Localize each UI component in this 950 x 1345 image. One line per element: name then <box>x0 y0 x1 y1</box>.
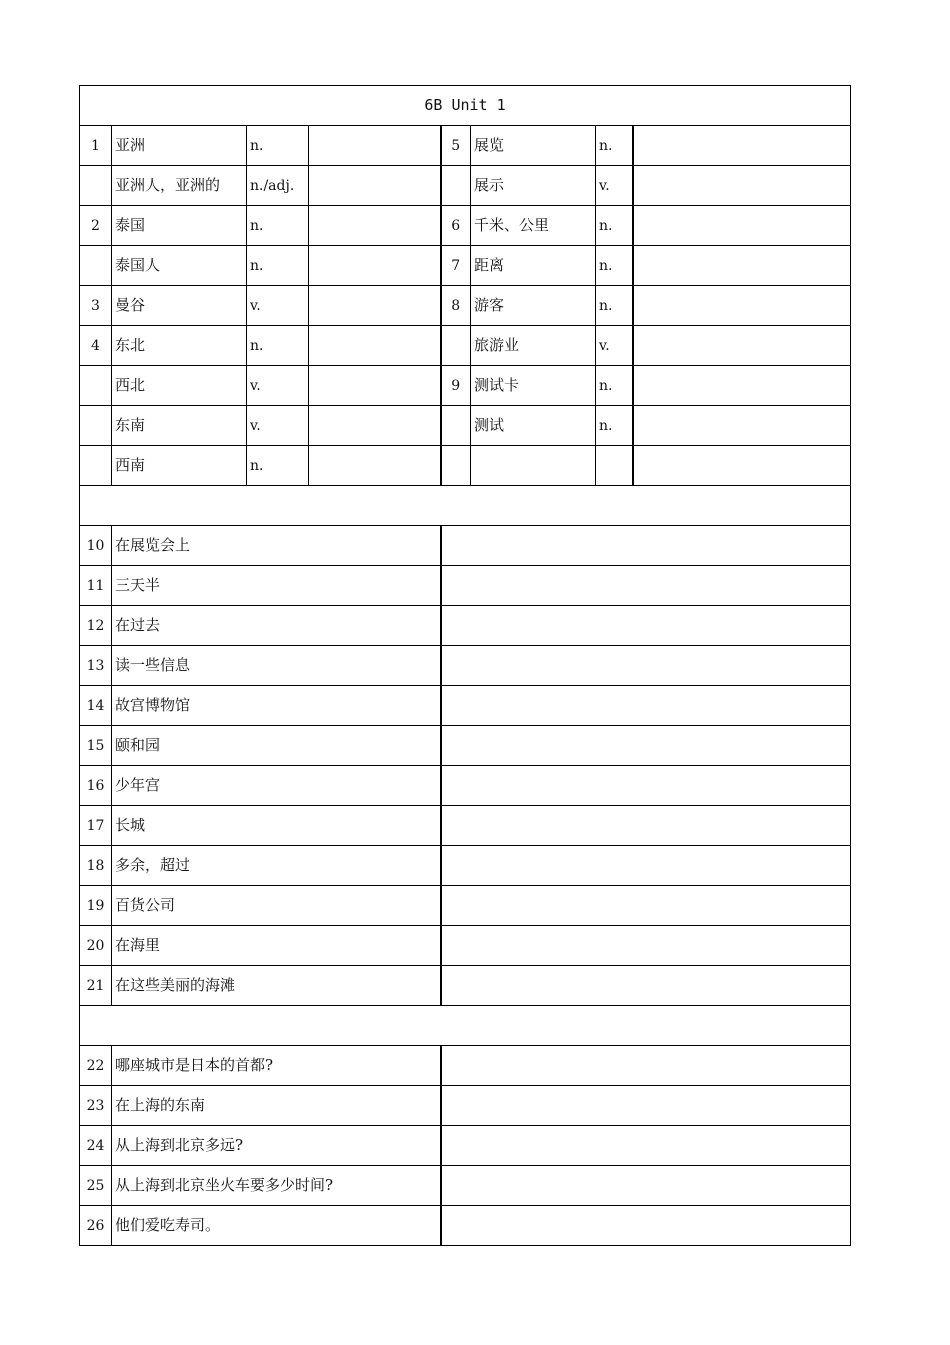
vocab-left-answer-cell[interactable] <box>309 286 441 326</box>
phrase-row <box>80 886 851 926</box>
vocab-left-number <box>80 246 112 286</box>
phrase-row-text: 在过去 <box>112 606 441 646</box>
vocab-right-number <box>441 446 471 486</box>
vocab-right-pos: n. <box>596 366 633 406</box>
vocab-right-number: 7 <box>441 246 471 286</box>
phrase-row <box>80 846 851 886</box>
vocab-left-pos: v. <box>247 366 309 406</box>
phrase-row-answer-cell[interactable] <box>441 806 851 846</box>
vocab-left-number: 4 <box>80 326 112 366</box>
vocab-left-word: 亚洲 <box>112 126 247 166</box>
vocab-right-number: 6 <box>441 206 471 246</box>
vocab-left-number: 1 <box>80 126 112 166</box>
vocab-left-answer-cell[interactable] <box>309 206 441 246</box>
vocab-right-word: 展示 <box>471 166 596 206</box>
phrase-row <box>80 926 851 966</box>
vocab-right-number: 5 <box>441 126 471 166</box>
phrase-row-text: 百货公司 <box>112 886 441 926</box>
vocab-left-number <box>80 406 112 446</box>
vocab-right-answer-cell[interactable] <box>633 326 851 366</box>
phrase-row-text: 多余，超过 <box>112 846 441 886</box>
phrase-row-answer-cell[interactable] <box>441 766 851 806</box>
vocab-left-pos: n. <box>247 206 309 246</box>
phrase-row-number: 14 <box>80 686 112 726</box>
vocab-right-pos: n. <box>596 126 633 166</box>
sentence-row-answer-cell[interactable] <box>441 1046 851 1086</box>
vocab-right-answer-cell[interactable] <box>633 406 851 446</box>
sentence-row-number: 24 <box>80 1126 112 1166</box>
phrase-row-number: 17 <box>80 806 112 846</box>
vocab-left-word: 东南 <box>112 406 247 446</box>
vocab-left-number <box>80 446 112 486</box>
sentence-row-text: 在上海的东南 <box>112 1086 441 1126</box>
phrase-row-answer-cell[interactable] <box>441 646 851 686</box>
vocab-right-number <box>441 406 471 446</box>
spacer-cell <box>80 486 851 526</box>
vocab-right-word: 旅游业 <box>471 326 596 366</box>
vocab-right-answer-cell[interactable] <box>633 206 851 246</box>
sentence-row-text: 从上海到北京坐火车要多少时间? <box>112 1166 441 1206</box>
phrase-row-number: 18 <box>80 846 112 886</box>
phrase-row <box>80 766 851 806</box>
sentence-row <box>80 1086 851 1126</box>
phrase-row <box>80 566 851 606</box>
vocab-right-number: 8 <box>441 286 471 326</box>
phrase-row-number: 11 <box>80 566 112 606</box>
vocab-row <box>80 366 851 406</box>
vocab-row <box>80 326 851 366</box>
phrase-row <box>80 606 851 646</box>
phrase-row-number: 20 <box>80 926 112 966</box>
vocab-left-word: 泰国人 <box>112 246 247 286</box>
vocab-left-number <box>80 366 112 406</box>
vocab-right-pos: v. <box>596 166 633 206</box>
vocab-right-answer-cell[interactable] <box>633 446 851 486</box>
phrase-row-text: 三天半 <box>112 566 441 606</box>
phrase-row-answer-cell[interactable] <box>441 846 851 886</box>
section-spacer-row <box>80 486 851 526</box>
phrase-row-number: 16 <box>80 766 112 806</box>
vocab-row <box>80 166 851 206</box>
vocab-right-word: 游客 <box>471 286 596 326</box>
phrase-row-answer-cell[interactable] <box>441 566 851 606</box>
sentence-row-number: 23 <box>80 1086 112 1126</box>
phrase-row <box>80 966 851 1006</box>
vocab-left-pos: n. <box>247 326 309 366</box>
vocab-left-number: 2 <box>80 206 112 246</box>
sentence-row-answer-cell[interactable] <box>441 1126 851 1166</box>
phrase-row-answer-cell[interactable] <box>441 886 851 926</box>
phrase-row-answer-cell[interactable] <box>441 686 851 726</box>
vocab-left-pos: n. <box>247 446 309 486</box>
sentence-row <box>80 1166 851 1206</box>
vocab-right-word <box>471 446 596 486</box>
vocab-left-pos: n./adj. <box>247 166 309 206</box>
phrase-row-text: 读一些信息 <box>112 646 441 686</box>
vocab-left-word: 东北 <box>112 326 247 366</box>
vocab-left-word: 曼谷 <box>112 286 247 326</box>
phrase-row-text: 在展览会上 <box>112 526 441 566</box>
sentence-row-number: 26 <box>80 1206 112 1246</box>
phrase-row-answer-cell[interactable] <box>441 966 851 1006</box>
vocab-left-word: 泰国 <box>112 206 247 246</box>
vocab-right-pos: v. <box>596 326 633 366</box>
vocab-right-pos <box>596 446 633 486</box>
phrase-row-answer-cell[interactable] <box>441 606 851 646</box>
vocab-row <box>80 406 851 446</box>
phrase-row <box>80 806 851 846</box>
vocab-left-answer-cell[interactable] <box>309 326 441 366</box>
sentence-row <box>80 1046 851 1086</box>
phrase-row-number: 19 <box>80 886 112 926</box>
vocab-right-answer-cell[interactable] <box>633 286 851 326</box>
vocab-right-word: 距离 <box>471 246 596 286</box>
vocab-right-pos: n. <box>596 286 633 326</box>
phrase-row-number: 21 <box>80 966 112 1006</box>
vocab-right-word: 展览 <box>471 126 596 166</box>
section-spacer-row <box>80 1006 851 1046</box>
worksheet <box>79 85 850 1248</box>
phrase-row-answer-cell[interactable] <box>441 926 851 966</box>
vocab-row <box>80 246 851 286</box>
vocab-right-word: 测试卡 <box>471 366 596 406</box>
vocab-left-word: 亚洲人，亚洲的 <box>112 166 247 206</box>
sentence-row-text: 从上海到北京多远? <box>112 1126 441 1166</box>
sentence-row-answer-cell[interactable] <box>441 1206 851 1246</box>
phrase-row-text: 在这些美丽的海滩 <box>112 966 441 1006</box>
vocab-left-answer-cell[interactable] <box>309 406 441 446</box>
phrase-row-answer-cell[interactable] <box>441 526 851 566</box>
vocab-left-word: 西南 <box>112 446 247 486</box>
vocab-left-pos: n. <box>247 246 309 286</box>
vocab-right-number: 9 <box>441 366 471 406</box>
sentence-row-answer-cell[interactable] <box>441 1086 851 1126</box>
vocab-right-number <box>441 326 471 366</box>
phrase-row-text: 颐和园 <box>112 726 441 766</box>
vocab-right-answer-cell[interactable] <box>633 166 851 206</box>
vocab-left-pos: v. <box>247 406 309 446</box>
vocab-left-number <box>80 166 112 206</box>
vocab-right-answer-cell[interactable] <box>633 246 851 286</box>
worksheet-table <box>79 85 851 1246</box>
phrase-row <box>80 686 851 726</box>
sentence-row-number: 22 <box>80 1046 112 1086</box>
vocab-left-word: 西北 <box>112 366 247 406</box>
vocab-row <box>80 126 851 166</box>
sentence-row-number: 25 <box>80 1166 112 1206</box>
vocab-row <box>80 446 851 486</box>
sentence-row <box>80 1206 851 1246</box>
phrase-row-number: 15 <box>80 726 112 766</box>
vocab-left-answer-cell[interactable] <box>309 246 441 286</box>
phrase-row <box>80 526 851 566</box>
vocab-right-pos: n. <box>596 406 633 446</box>
title-row <box>80 86 851 126</box>
vocab-right-number <box>441 166 471 206</box>
vocab-left-pos: n. <box>247 126 309 166</box>
vocab-right-answer-cell[interactable] <box>633 126 851 166</box>
vocab-left-answer-cell[interactable] <box>309 366 441 406</box>
vocab-right-word: 千米、公里 <box>471 206 596 246</box>
phrase-row-number: 10 <box>80 526 112 566</box>
phrase-row-text: 长城 <box>112 806 441 846</box>
vocab-right-word: 测试 <box>471 406 596 446</box>
vocab-left-pos: v. <box>247 286 309 326</box>
phrase-row-text: 在海里 <box>112 926 441 966</box>
vocab-right-pos: n. <box>596 206 633 246</box>
phrase-row <box>80 726 851 766</box>
sentence-row <box>80 1126 851 1166</box>
vocab-row <box>80 286 851 326</box>
vocab-row <box>80 206 851 246</box>
worksheet-title: 6B Unit 1 <box>80 86 851 126</box>
phrase-row-text: 故宫博物馆 <box>112 686 441 726</box>
vocab-left-answer-cell[interactable] <box>309 126 441 166</box>
vocab-right-answer-cell[interactable] <box>633 366 851 406</box>
phrase-row-number: 13 <box>80 646 112 686</box>
sentence-row-answer-cell[interactable] <box>441 1166 851 1206</box>
sentence-row-text: 他们爱吃寿司。 <box>112 1206 441 1246</box>
sentence-row-text: 哪座城市是日本的首都? <box>112 1046 441 1086</box>
vocab-left-answer-cell[interactable] <box>309 166 441 206</box>
phrase-row-text: 少年宫 <box>112 766 441 806</box>
vocab-left-number: 3 <box>80 286 112 326</box>
phrase-row-number: 12 <box>80 606 112 646</box>
phrase-row-answer-cell[interactable] <box>441 726 851 766</box>
spacer-cell <box>80 1006 851 1046</box>
vocab-left-answer-cell[interactable] <box>309 446 441 486</box>
phrase-row <box>80 646 851 686</box>
vocab-right-pos: n. <box>596 246 633 286</box>
